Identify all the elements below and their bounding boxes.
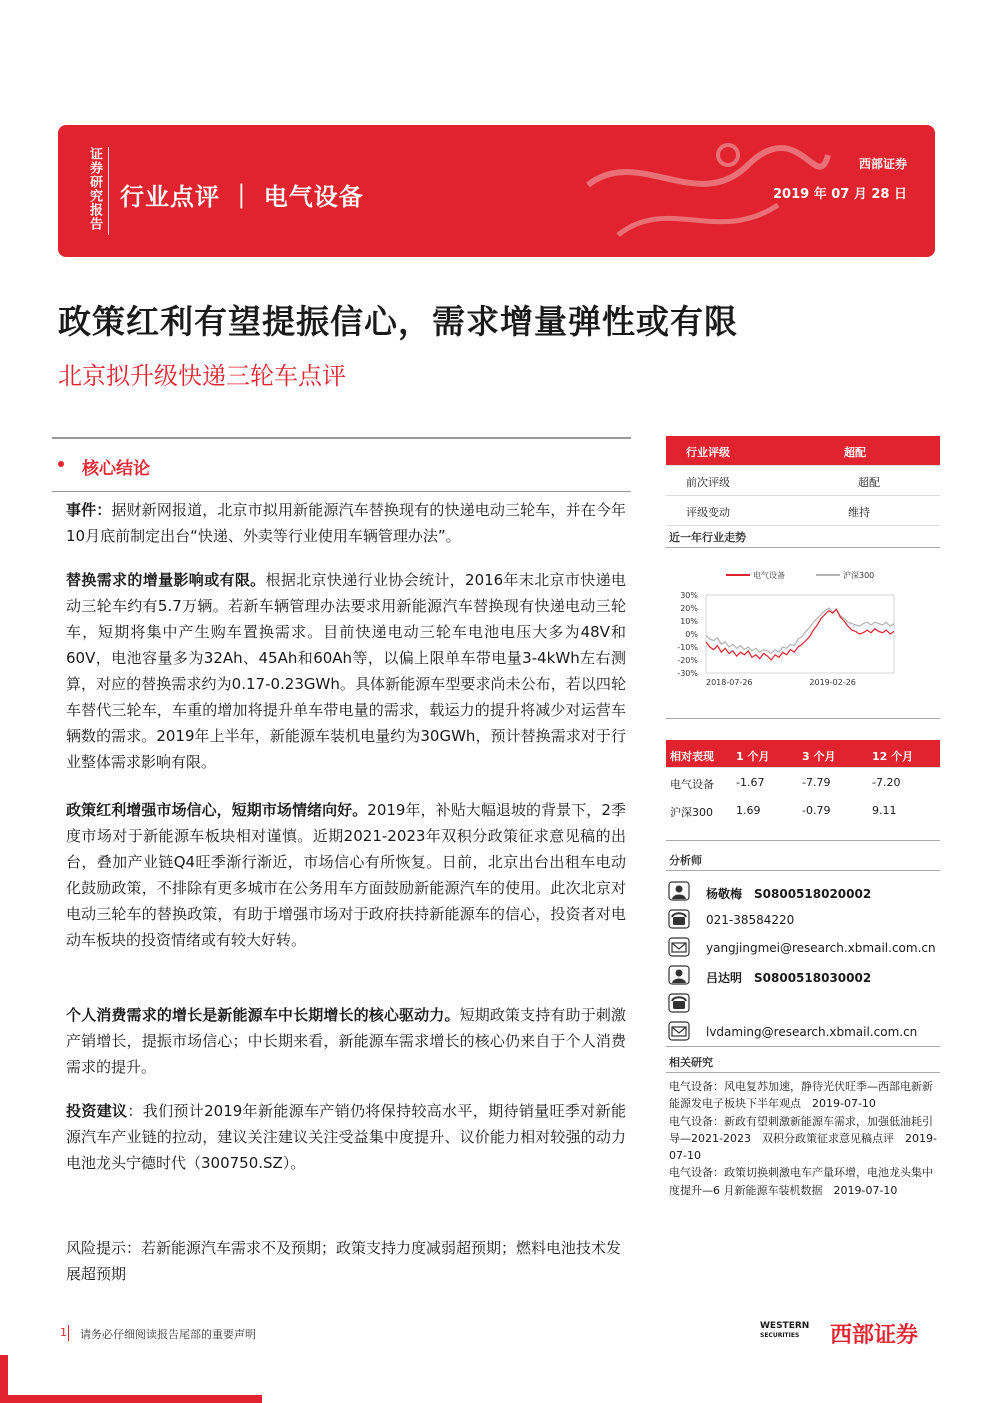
rating-label: 前次评级 — [686, 476, 730, 489]
logo-english-line: SECURITIES — [760, 1332, 800, 1339]
research-label: 相关研究 — [669, 1056, 713, 1069]
phone-icon — [668, 909, 690, 929]
section-rule — [52, 437, 631, 439]
y-tick-label: 10% — [680, 617, 698, 626]
banner-divider — [108, 147, 109, 235]
perf-row — [666, 796, 940, 824]
legend-label: 沪深300 — [843, 571, 875, 580]
perf-cell: -0.79 — [802, 804, 831, 817]
trend-label: 近一年行业走势 — [669, 531, 746, 544]
paragraph-text: 短期政策支持有助于刺激产销增长，提振市场信心；中长期来看，新能源车需求增长的核心仍来自于个人消费需求的提升。 — [66, 1006, 626, 1076]
perf-cell: -7.20 — [872, 776, 901, 789]
y-tick-label: -10% — [677, 643, 698, 652]
core-heading: 核心结论 — [82, 459, 150, 479]
paragraph-lead: 事件： — [66, 501, 112, 519]
perf-cell: 1.69 — [736, 804, 761, 817]
rating-table — [666, 436, 940, 526]
research-item[interactable]: 电气设备：新政有望刺激新能源车需求，加强低油耗引导—2021-2023 双积分政策征求意见稿点评 2019-07-10 — [669, 1114, 937, 1163]
y-tick-label: 20% — [680, 604, 698, 613]
corner-accent — [0, 1395, 262, 1403]
contact-row — [668, 879, 940, 905]
perf-header-row — [666, 740, 940, 768]
contact-email[interactable]: lvdaming@research.xbmail.com.cn — [706, 1025, 918, 1039]
research-item[interactable]: 电气设备：政策切换刺激电车产量环增，电池龙头集中度提升—6 月新能源车装机数据 2019-07-10 — [669, 1166, 933, 1197]
paragraph-consumer — [66, 1002, 626, 1080]
phone-icon — [668, 993, 690, 1013]
performance-table — [666, 740, 940, 824]
person-icon — [668, 965, 690, 985]
firm-name: 西部证券 — [858, 157, 907, 171]
contact-email[interactable]: yangjingmei@research.xbmail.com.cn — [706, 941, 936, 955]
contact-row — [668, 935, 940, 961]
chart-series-group — [706, 608, 894, 660]
contact-text: 吕达明 S0800518030002 — [706, 971, 872, 985]
bullet-icon — [58, 461, 64, 467]
report-category: 行业点评 ｜ 电气设备 — [120, 183, 364, 211]
person-icon — [668, 881, 690, 901]
series-line-electrical — [706, 609, 894, 660]
rating-row — [666, 466, 940, 496]
section-rule — [52, 491, 631, 492]
footer-divider — [68, 1325, 69, 1341]
chart-legend — [726, 570, 874, 580]
mail-icon — [668, 1021, 690, 1041]
rating-value: 超配 — [858, 476, 880, 489]
section-rule — [666, 1046, 940, 1047]
contact-text: 杨敬梅 S0800518020002 — [706, 887, 872, 901]
report-subtitle: 北京拟升级快递三轮车点评 — [58, 362, 346, 390]
paragraph-policy — [66, 797, 626, 953]
contact-row — [668, 963, 940, 989]
logo-english-line: WESTERN — [760, 1321, 810, 1331]
paragraph-text: 根据北京快递行业协会统计，2016年末北京市快递电动三轮车约有5.7万辆。若新车辆管理办法要求用新能源汽车替换现有快递电动三轮车，短期将集中产生购车置换需求。目前快递电动三轮车电池电压大多为48V和60V，电池容量多为32Ah、45Ah和60Ah等，以偏上限单车带电量3-4kWh左右测算，对应的替换需求约为0.17-0.23GWh。具体新能源车型要求尚未公布，若以四轮车替代三轮车，车重的增加将提升单车带电量的需求，载运力的提升将减少对运营车辆数的需求。2019年上半年，新能源车装机电量约为30GWh，预计替换需求对于行业整体需求影响有限。 — [66, 571, 626, 771]
paragraph-event — [66, 497, 626, 549]
report-date: 2019 年 07 月 28 日 — [773, 187, 907, 202]
y-tick-label: -30% — [677, 669, 698, 678]
perf-cell: 9.11 — [872, 804, 897, 817]
y-tick-label: 30% — [680, 591, 698, 600]
report-title: 政策红利有望提振信心，需求增量弹性或有限 — [58, 302, 738, 341]
contact-row — [668, 991, 940, 1017]
x-tick-label: 2018-07-26 — [706, 678, 753, 687]
page-number: 1 — [60, 1326, 67, 1339]
perf-header: 3 个月 — [802, 750, 836, 763]
legend-label: 电气设备 — [753, 571, 785, 580]
rating-value: 维持 — [848, 506, 870, 519]
header-banner — [58, 125, 935, 257]
x-tick-label: 2019-02-26 — [809, 678, 856, 687]
y-tick-label: 0% — [685, 630, 698, 639]
perf-header: 1 个月 — [736, 750, 770, 763]
section-rule — [666, 718, 940, 719]
rating-label: 评级变动 — [686, 506, 730, 519]
footer-notice: 请务必仔细阅读报告尾部的重要声明 — [80, 1328, 256, 1341]
paragraph-lead: 政策红利增强市场信心，短期市场情绪向好。 — [66, 801, 368, 819]
paragraph-investment — [66, 1098, 626, 1176]
perf-header: 相对表现 — [670, 750, 714, 763]
mail-icon — [668, 937, 690, 957]
report-type-label: 证券研究报告 — [87, 147, 102, 231]
rating-row — [666, 496, 940, 526]
paragraph-text: 据财新网报道，北京市拟用新能源汽车替换现有的快递电动三轮车，并在今年10月底前制定出台“快递、外卖等行业使用车辆管理办法”。 — [66, 501, 626, 545]
related-research-list — [669, 1078, 939, 1199]
perf-row — [666, 768, 940, 796]
trend-chart — [666, 562, 940, 697]
section-rule — [666, 840, 940, 841]
research-item[interactable]: 电气设备：风电复苏加速，静待光伏旺季—西部电新新能源发电子板块下半年观点 2019-07-10 — [669, 1080, 933, 1111]
section-rule — [666, 547, 940, 548]
analyst-label: 分析师 — [669, 854, 702, 867]
contact-text: 021-38584220 — [706, 913, 795, 927]
paragraph-replacement — [66, 567, 626, 775]
logo-english — [760, 1322, 809, 1340]
perf-cell: -1.67 — [736, 776, 765, 789]
y-tick-label: -20% — [677, 656, 698, 665]
contact-row — [668, 1019, 940, 1045]
logo-chinese: 西部证券 — [830, 1323, 919, 1348]
paragraph-text: 2019年，补贴大幅退坡的背景下，2季度市场对于新能源车板块相对谨慎。近期2021-2023年双积分政策征求意见稿的出台，叠加产业链Q4旺季渐行渐近，市场信心有所恢复。日前，北京出台出租车电动化鼓励政策，不排除有更多城市在公务用车方面鼓励新能源汽车的使用。此次北京对电动三轮车的替换政策，有助于增强市场对于政府扶持新能源车的信心，投资者对电动车板块的投资情绪或有较大好转。 — [66, 801, 626, 949]
section-rule — [666, 1072, 940, 1073]
paragraph-lead: 个人消费需求的增长是新能源车中长期增长的核心驱动力。 — [66, 1006, 460, 1024]
paragraph-text: ：我们预计2019年新能源车产销仍将保持较高水平，期待销量旺季对新能源汽车产业链的拉动，建议关注建议关注受益集中度提升、议价能力相对较强的动力电池龙头宁德时代（300750.SZ）。 — [66, 1102, 626, 1172]
rating-value: 超配 — [844, 446, 866, 459]
perf-cell: 沪深300 — [670, 806, 713, 819]
plot-frame — [706, 595, 894, 673]
risk-notice: 风险提示：若新能源汽车需求不及预期；政策支持力度减弱超预期；燃料电池技术发展超预期 — [66, 1239, 622, 1283]
paragraph-lead: 替换需求的增量影响或有限。 — [66, 571, 266, 589]
rating-label: 行业评级 — [686, 446, 730, 459]
perf-cell: 电气设备 — [670, 778, 714, 791]
rating-row — [666, 436, 940, 466]
section-rule — [666, 870, 940, 871]
contact-row — [668, 907, 940, 933]
perf-cell: -7.79 — [802, 776, 831, 789]
perf-header: 12 个月 — [872, 750, 914, 763]
paragraph-lead: 投资建议 — [66, 1102, 128, 1120]
